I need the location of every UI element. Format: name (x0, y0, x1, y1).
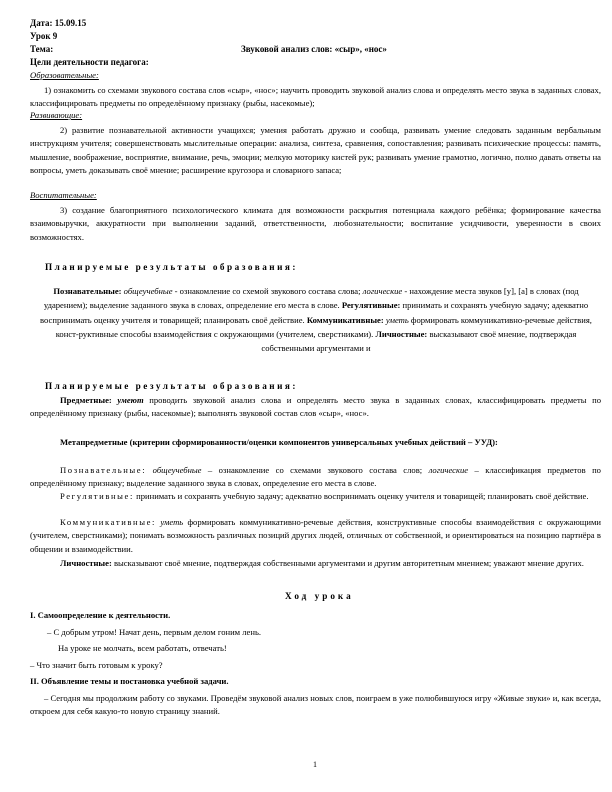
greeting-line-1: – С добрым утром! Начат день, первым делом гоним лень. (47, 627, 262, 637)
developing-goals-label: Развивающие: (30, 110, 83, 120)
educational-goals-label: Образовательные: (30, 70, 99, 80)
logical-text: - нахождение места звуков [у], [а] в словах (под ударением); выделение заданного звука в словах, определение его места в слове. (43, 286, 579, 311)
lesson-date: Дата: 15.09.15 (30, 18, 87, 28)
subject-results (30, 394, 601, 421)
subject-text: проводить звуковой анализ слова и определять место звука в заданных словах, классифицировать предметы по определённому признаку (рыбы, насекомые); выполнять звуковой состав слов «сыр», «нос». (30, 395, 602, 419)
personal-label: Личностные: (375, 328, 428, 339)
communicative-text: формировать коммуникативно-речевые действия, конст-руктивные способы взаимодействия с окружающими (учителем, сверстниками). (55, 314, 592, 339)
page-number: 1 (313, 760, 317, 769)
planned-results-block-1 (36, 284, 596, 355)
personal-label-2: Личностные: (60, 558, 112, 568)
general-label: общеучебные (123, 286, 173, 296)
communicative-label-2: Коммуникативные: (60, 517, 157, 527)
regulatory-results-2 (30, 490, 601, 503)
logical-label: логические (362, 286, 403, 296)
goals-title: Цели деятельности педагога: (30, 57, 149, 67)
developing-goals-text: 2) развитие познавательной активности учащихся; умения работать дружно и сообща, развивать умение следовать заданным вербальным инструкциям учителя; совершенствовать мыслительные операции: анализа, синтеза, сравнения, сопоставления; развивать психические процессы: память, мышление, воображение, восприятие, внимание, речь, эмоции; мелкую моторику кистей рук; развивать умение грамотно, логично, полно давать ответы на вопросы, уметь доказывать своё мнение; расширение кругозора и словарного запаса; (30, 125, 601, 176)
communicative-emph-2: уметь (160, 517, 184, 527)
general-label-2: общеучебные (152, 465, 202, 475)
subject-label: Предметные: (60, 395, 112, 405)
lesson-number: Урок 9 (30, 31, 58, 41)
upbringing-goals-label: Воспитательные: (30, 190, 97, 200)
cognitive-label: Познавательные: (53, 286, 122, 296)
communicative-results-2 (30, 516, 601, 556)
lesson-flow-title: Ход урока (285, 591, 354, 601)
personal-text: высказывают своё мнение, подтверждая собственными аргументами и (261, 328, 577, 354)
upbringing-goals-text: 3) создание благоприятного психологического климата для возможности раскрытия потенциала каждого ребёнка; формирование качества взаимовыручки, аккуратности при выполнении заданий, ответственности, любознательности; воспитание усидчивости, уверенности в своих возможностях. (30, 205, 601, 242)
regulatory-label-2: Регулятивные: (60, 491, 134, 501)
planned-results-heading: Планируемые результаты образования: (45, 262, 298, 272)
personal-text-2: высказывают своё мнение, подтверждая собственными аргументами и другим авторитетным мнением; уважают мнение других. (111, 558, 584, 568)
logical-text-2: – классификация предметов по определённому признаку; выделение заданного звука в словах, определение его места в слове. (30, 465, 601, 489)
communicative-label: Коммуникативные: (306, 314, 384, 325)
planned-results-heading-2: Планируемые результаты образования: (45, 381, 298, 391)
meta-results-label: Метапредметные (критерии сформированности/оценки компонентов универсальных учебных действий – УУД): (60, 437, 498, 447)
greeting-line-2: На уроке не молчать, всем работать, отвечать! (58, 643, 227, 653)
cognitive-results-2 (30, 464, 601, 491)
subject-emph: умеют (117, 395, 144, 405)
communicative-emph: уметь (385, 314, 409, 325)
stage-1-heading: I. Самоопределение к деятельности. (30, 610, 171, 620)
communicative-text-2: формировать коммуникативно-речевые действия, конструктивные способы взаимодействия с окружающими (учителем, сверстниками); понимать возможность различных позиций других людей, отличных от собственной, и ориентироваться на позицию партнёра в общении и взаимодействии. (30, 517, 601, 554)
regulatory-label: Регулятивные: (341, 300, 401, 311)
lesson-topic: Звуковой анализ слов: «сыр», «нос» (241, 44, 387, 54)
educational-goals-text: 1) ознакомить со схемами звукового состава слов «сыр», «нос»; научить проводить звуковой анализ слова и определять место звука в заданных словах, классифицировать предметы по определённому признаку (рыбы, насекомые); (30, 85, 601, 109)
general-text: - ознакомление со схемой звукового состава слова; (172, 286, 361, 296)
regulatory-text-2: принимать и сохранять учебную задачу; адекватно воспринимать оценку учителя и товарищей; планировать своё действие. (133, 491, 589, 501)
general-text-2: – ознакомление со схемами звукового состава слов; (201, 465, 423, 475)
topic-label: Тема: (30, 44, 54, 54)
stage-2-heading: II. Объявление темы и постановка учебной задачи. (30, 676, 229, 686)
question-line: – Что значит быть готовым к уроку? (30, 660, 163, 670)
logical-label-2: логические (428, 465, 469, 475)
stage-2-text: – Сегодня мы продолжим работу со звуками. Проведём звуковой анализ новых слов, поиграем в уже полюбившуюся игру «Живые звуки» и, как всегда, откроем для себя какую-то новую страницу знаний. (30, 693, 601, 717)
regulatory-text: принимать и сохранять учебную задачу; адекватно воспринимать оценку учителя и товарищей; планировать своё действие. (40, 300, 589, 325)
personal-results-2 (30, 557, 601, 570)
cognitive-label-2: Познавательные: (60, 465, 147, 475)
